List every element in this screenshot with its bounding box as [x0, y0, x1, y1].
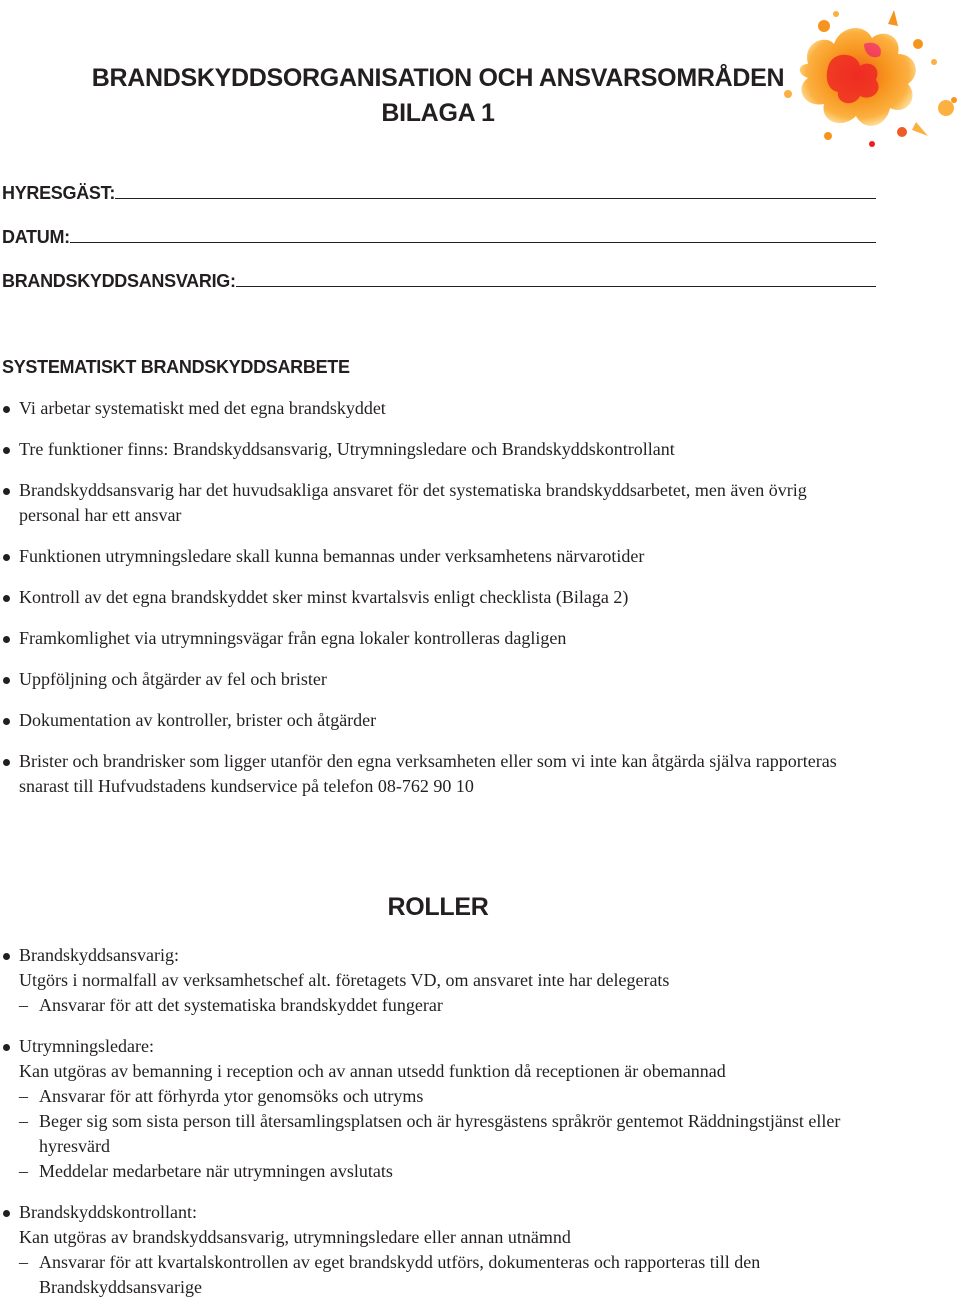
- role-description: Utgörs i normalfall av verksamhetschef alt. företagets VD, om ansvaret inte har delegerats: [19, 970, 670, 990]
- role-duty: [19, 1109, 862, 1159]
- role-name: Utrymningsledare:: [19, 1036, 154, 1056]
- roles-title: ROLLER: [387, 893, 489, 921]
- hyresgast-input-line[interactable]: [115, 198, 876, 199]
- dash: –: [19, 1252, 28, 1272]
- bullet-item: Uppföljning och åtgärder av fel och brister: [2, 667, 862, 692]
- datum-input-line[interactable]: [70, 242, 876, 243]
- field-brandskyddsansvarig: [2, 266, 876, 292]
- role-duty: [19, 993, 862, 1018]
- brandskyddsansvarig-input-line[interactable]: [236, 286, 876, 287]
- duty-text: Ansvarar för att kvartalskontrollen av eget brandskydd utförs, dokumenteras och rapporteras till den Brandskyddsansvarige: [39, 1252, 761, 1297]
- duty-text: Ansvarar för att det systematiska brandskyddet fungerar: [39, 995, 443, 1015]
- section-title: SYSTEMATISKT BRANDSKYDDSARBETE: [2, 357, 350, 377]
- duty-text: Meddelar medarbetare när utrymningen avslutats: [39, 1161, 393, 1181]
- role-duty: [19, 1159, 862, 1184]
- bullet-list: [2, 396, 862, 815]
- role-name: Brandskyddsansvarig:: [19, 945, 179, 965]
- field-label: BRANDSKYDDSANSVARIG:: [2, 271, 236, 291]
- duty-text: Ansvarar för att förhyrda ytor genomsöks och utryms: [39, 1086, 424, 1106]
- bullet-item: Tre funktioner finns: Brandskyddsansvarig, Utrymningsledare och Brandskyddskontrollant: [2, 437, 862, 462]
- role-duty: [19, 1250, 862, 1300]
- bullet-item: Funktionen utrymningsledare skall kunna bemannas under verksamhetens närvarotider: [2, 544, 862, 569]
- bullet-item: Vi arbetar systematiskt med det egna brandskyddet: [2, 396, 862, 421]
- dash: –: [19, 1161, 28, 1181]
- role-brandskyddsansvarig: [2, 943, 862, 1018]
- field-hyresgast: [2, 178, 876, 204]
- role-utrymningsledare: [2, 1034, 862, 1184]
- dash: –: [19, 995, 28, 1015]
- role-description: Kan utgöras av bemanning i reception och av annan utsedd funktion då receptionen är obemannad: [19, 1061, 726, 1081]
- role-description: Kan utgöras av brandskyddsansvarig, utrymningsledare eller annan utnämnd: [19, 1227, 571, 1247]
- field-datum: [2, 222, 876, 248]
- bullet-item: Dokumentation av kontroller, brister och åtgärder: [2, 708, 862, 733]
- duty-text: Beger sig som sista person till återsamlingsplatsen och är hyresgästens språkrör gentemot Räddningstjänst eller hyresvärd: [39, 1111, 841, 1156]
- role-name: Brandskyddskontrollant:: [19, 1202, 197, 1222]
- dash: –: [19, 1086, 28, 1106]
- field-label: HYRESGÄST:: [2, 183, 116, 203]
- page-title: BRANDSKYDDSORGANISATION OCH ANSVARSOMRÅDEN: [91, 64, 785, 92]
- field-label: DATUM:: [2, 227, 70, 247]
- bullet-item: Kontroll av det egna brandskyddet sker minst kvartalsvis enligt checklista (Bilaga 2): [2, 585, 862, 610]
- roles-list: [2, 943, 862, 1316]
- dash: –: [19, 1111, 28, 1131]
- bullet-item: Brandskyddsansvarig har det huvudsakliga ansvaret för det systematiska brandskyddsarbetet, men även övrig personal har ett ansvar: [2, 478, 862, 528]
- bullet-item: Brister och brandrisker som ligger utanför den egna verksamheten eller som vi inte kan åtgärda själva rapporteras snarast till Hufvudstadens kundservice på telefon 08-762 90 10: [2, 749, 862, 799]
- role-brandskyddskontrollant: [2, 1200, 862, 1300]
- bullet-item: Framkomlighet via utrymningsvägar från egna lokaler kontrolleras dagligen: [2, 626, 862, 651]
- role-duty: [19, 1084, 862, 1109]
- page-subtitle: BILAGA 1: [381, 99, 495, 127]
